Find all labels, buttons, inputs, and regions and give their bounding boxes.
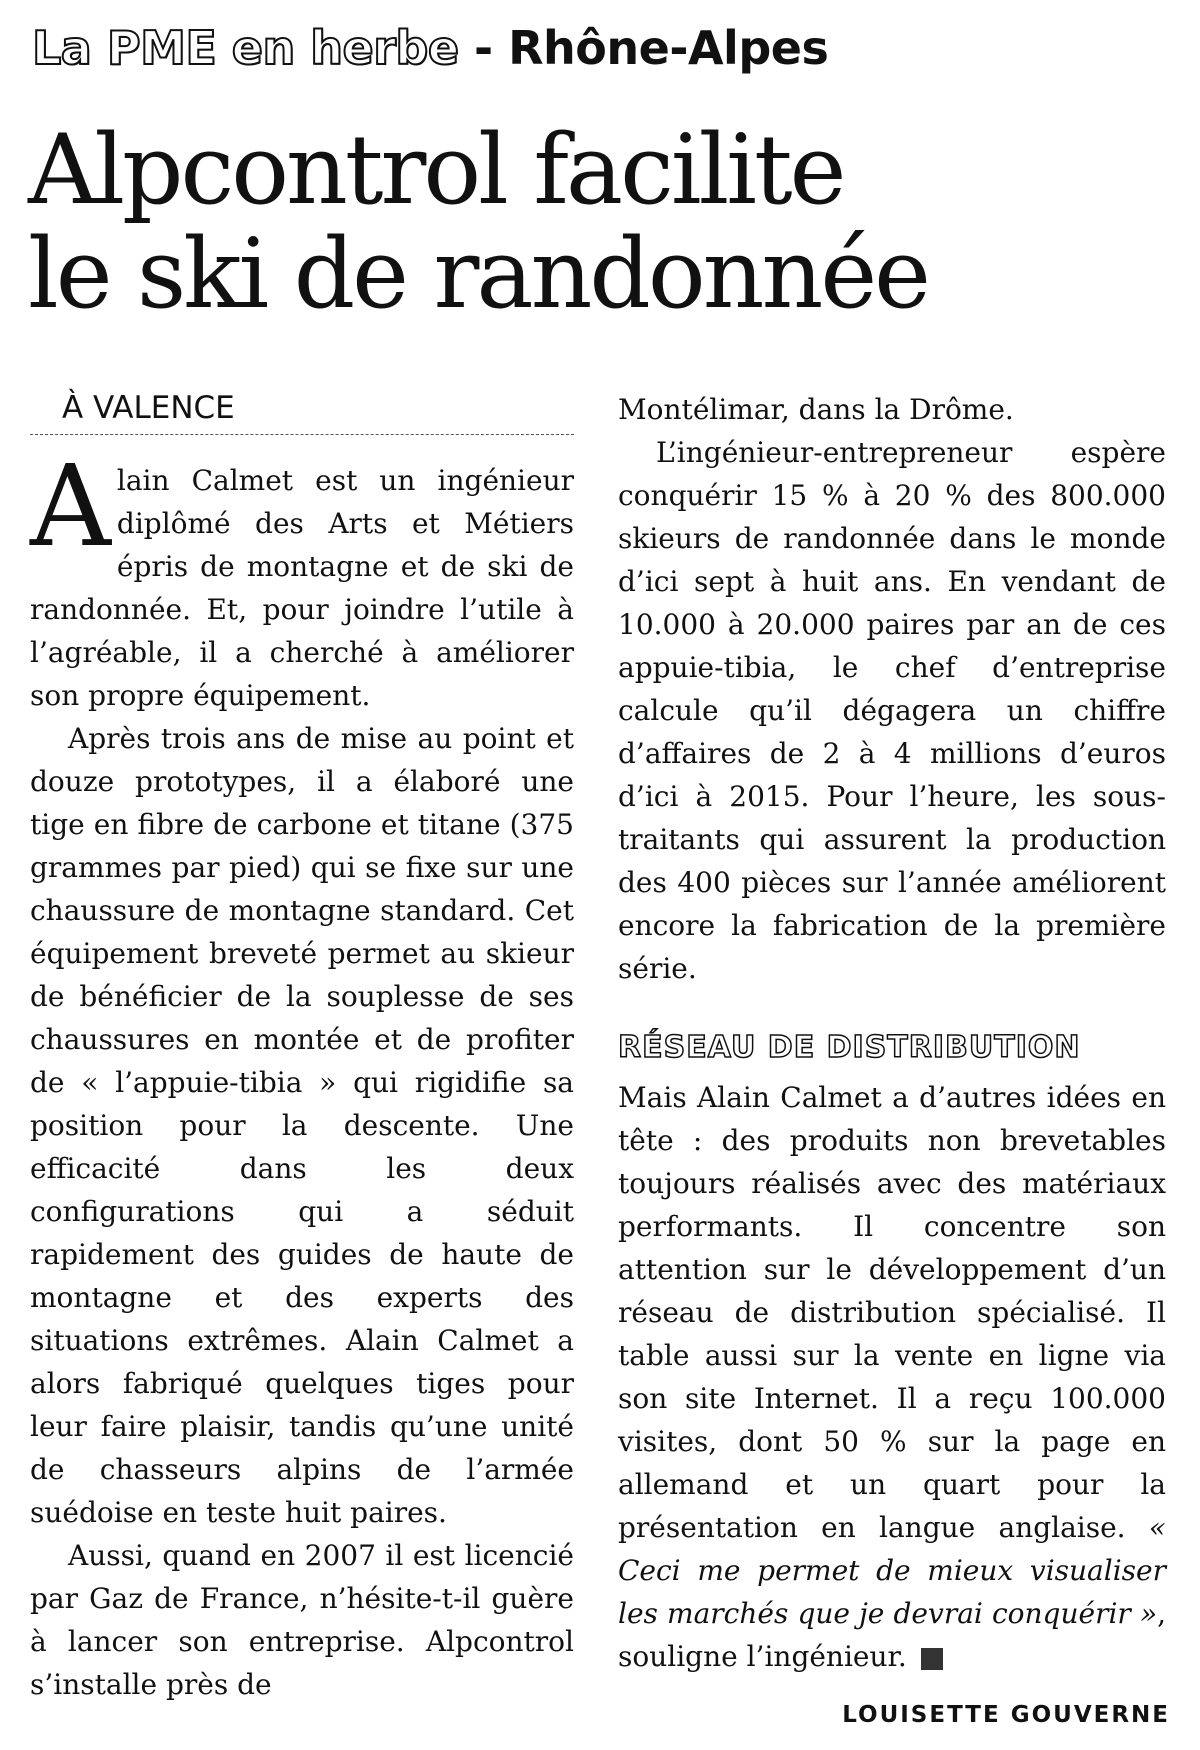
- headline-line-2: le ski de randonnée: [28, 218, 928, 330]
- paragraph-1-text: lain Calmet est un ingénieur diplômé des Arts et Métiers épris de montagne et de ski de randonnée. Et, pour joindre l’utile à l’agréable, il a cherché à améliorer son propre équipement.: [30, 464, 574, 712]
- headline: [28, 114, 1178, 330]
- kicker-region: - Rhône-Alpes: [458, 21, 829, 75]
- subhead: RÉSEAU DE DISTRIBUTION: [618, 1030, 1081, 1065]
- section-kicker: [32, 18, 828, 78]
- article-column-2: [618, 388, 1166, 1678]
- quote-tail: , souligne l’ingénieur.: [618, 1597, 1166, 1673]
- article-column-1: [30, 388, 574, 1706]
- paragraph-5: [618, 1076, 1166, 1678]
- paragraph-4: L’ingénieur-entrepreneur espère conquérir 15 % à 20 % des 800.000 skieurs de randonnée dans le monde d’ici sept à huit ans. En vendant de 10.000 à 20.000 paires par an de ces appuie-tibia, le chef d’entreprise calcule qu’il dégagera un chiffre d’affaires de 2 à 4 millions d’euros d’ici à 2015. Pour l’heure, les sous-traitants qui assurent la production des 400 pièces sur l’année améliorent encore la fabrication de la première série.: [618, 436, 1166, 985]
- kicker-rubric: La PME en herbe: [32, 21, 459, 75]
- paragraph-1: [30, 442, 574, 717]
- headline-line-1: Alpcontrol facilite: [28, 114, 844, 226]
- paragraph-2: Après trois ans de mise au point et douze prototypes, il a élaboré une tige en fibre de carbone et titane (375 grammes par pied) qui se fixe sur une chaussure de montagne standard. Cet équipement breveté permet au skieur de bénéficier de la souplesse de ses chaussures en montée et de profiter de « l’appuie-tibia » qui rigidifie sa position pour la descente. Une efficacité dans les deux configurations qui a séduit rapidement des guides de haute de montagne et des experts des situations extrêmes. Alain Calmet a alors fabriqué quelques tiges pour leur faire plaisir, tandis qu’une unité de chasseurs alpins de l’armée suédoise en teste huit paires.: [30, 722, 574, 1529]
- paragraph-5-text: Mais Alain Calmet a d’autres idées en tête : des produits non brevetables toujours réalisés avec des matériaux performants. Il concentre son attention sur le développement d’un réseau de distribution spécialisé. Il table aussi sur la vente en ligne via son site Internet. Il a reçu 100.000 visites, dont 50 % sur la page en allemand et un quart pour la présentation en langue anglaise.: [618, 1081, 1166, 1544]
- drop-cap: A: [30, 442, 111, 572]
- end-of-article-mark: [921, 1648, 943, 1670]
- byline: LOUISETTE GOUVERNE: [842, 1702, 1170, 1728]
- dateline: À VALENCE: [30, 388, 574, 435]
- quote: « Ceci me permet de mieux visualiser les marchés que je devrai conquérir »: [618, 1511, 1166, 1630]
- paragraph-3-continued: Montélimar, dans la Drôme.: [618, 393, 1014, 426]
- paragraph-3: Aussi, quand en 2007 il est licencié par Gaz de France, n’hésite-t-il guère à lancer son entreprise. Alpcontrol s’installe près de: [30, 1539, 574, 1701]
